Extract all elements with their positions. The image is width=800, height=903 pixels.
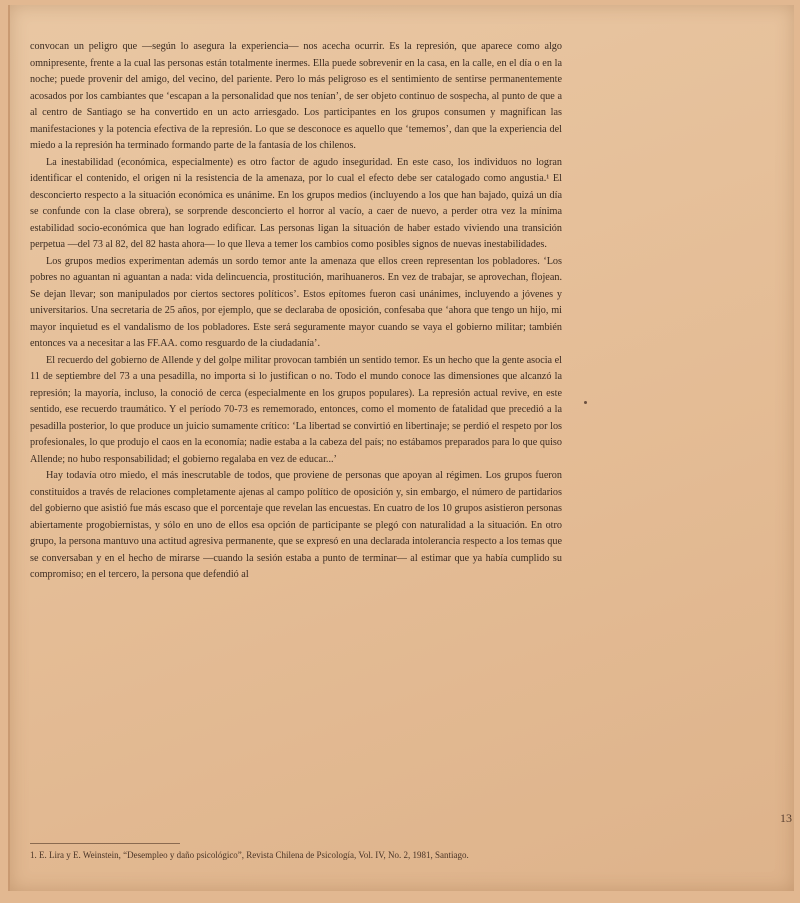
paragraph: Hay todavía otro miedo, el más inescrutable de todos, que proviene de personas que apoyan al régimen. Los grupos fueron constituidos a través de relaciones completamente ajenas al campo político de oposición y, sin embargo, el número de partidarios del gobierno que asistió fue más escaso que el porcentaje que revelan las encuestas. En cuatro de los 10 grupos asistieron personas abiertamente progobiernistas, y sólo en uno de ellos esa opción de participante se plegó con naturalidad a la situación. En otro grupo, la persona mantuvo una actitud agresiva permanente, que se expresó en una declarada intolerancia respecto a los temas que se conversaban y en el hecho de mirarse —cuando la sesión estaba a punto de terminar— al estimar que ya había cumplido su compromiso; en el tercero, la persona que defendió al	[30, 470, 562, 580]
paragraph: convocan un peligro que —según lo asegura la experiencia— nos acecha ocurrir. Es la represión, que aparece como algo omnipresente, frente a la cual las personas están totalmente inermes. Ella puede sobrevenir en la casa, en la calle, en el día o en la noche; puede provenir del amigo, del vecino, del pariente. Pero lo más peligroso es el sentimiento de sentirse permanentemente acosados por los cambiantes que ‘escapan a la personalidad que nos tenían’, de ser objeto continuo de sospecha, al punto de que a al centro de Santiago se ha convertido en un acto arriesgado. Los participantes en los grupos consumen y magnifican las manifestaciones y la potencia efectiva de la represión. Lo que se desconoce es aquello que ‘tememos’, dan que la experiencia del miedo a la represión ha terminado formando parte de la fantasía de los chilenos.	[30, 41, 562, 151]
paragraph: El recuerdo del gobierno de Allende y del golpe militar provocan también un sentido temor. Es un hecho que la gente asocia el 11 de septiembre del 73 a una pesadilla, no importa si lo justifican o no. Todo el mundo conoce las dimensiones que alcanzó la represión; la mayoría, incluso, la conoció de cerca (especialmente en los grupos populares). La represión actual revive, en este sentido, ese recuerdo traumático. Y el período 70-73 es rememorado, entonces, como el momento de fatalidad que precedió a la pesadilla posterior, lo que produce un juicio sumamente crítico: ‘La libertad se convirtió en libertinaje; se perdió el respeto por los profesionales, lo que produjo el caos en la economía; nadie estaba a la cabeza del país; no estábamos preparados para lo que quiso Allende; no hubo responsabilidad; el gobierno regalaba en vez de educar...’	[30, 354, 562, 465]
page-number: 13	[780, 811, 792, 825]
ink-speck	[584, 401, 587, 404]
document-page	[8, 5, 794, 891]
body-text	[30, 39, 562, 584]
footnote: 1. E. Lira y E. Weinstein, “Desempleo y daño psicológico”, Revista Chilena de Psicología, Vol. IV, No. 2, 1981, Santiago.	[30, 850, 469, 860]
paragraph: Los grupos medios experimentan además un sordo temor ante la amenaza que ellos creen representan los pobladores. ‘Los pobres no aguantan ni aguantan a nada: vida delincuencia, prostitución, marihuaneros. En vez de trabajar, se aprovechan, flojean. Se dejan llevar; son manipulados por ciertos sectores políticos’. Estos epítomes fueron casi unánimes, incluyendo a jóvenes y universitarios. Una secretaria de 25 años, por ejemplo, que se declaraba de oposición, confesaba que ‘ahora que tengo un hijo, mi mayor inquietud es el vandalismo de los pobladores. Este será seguramente mayor cuando se vaya el gobierno militar; también entonces va a necesitar a las FF.AA. como resguardo de la ciudadanía’.	[30, 255, 562, 349]
paragraph: La inestabilidad (económica, especialmente) es otro factor de agudo inseguridad. En este caso, los individuos no logran identificar el contenido, el origen ni la resistencia de la amenaza, por lo cual el efecto debe ser catalogado como angustia.¹ El desconcierto respecto a la situación económica es unánime. En los grupos medios (incluyendo a los que han bajado, quizá un día se confunde con la clase obrera), se sorprende desconcierto el horror al vacío, a caer de nuevo, a perder otra vez la mínima estabilidad socio-económica que han logrado edificar. Las personas ligan la situación de haber estado viviendo una transición perpetua —del 73 al 82, del 82 hasta ahora— lo que lleva a temer los cambios como posibles signos de nuevas inestabilidades.	[30, 156, 562, 250]
footnote-divider	[30, 843, 180, 844]
